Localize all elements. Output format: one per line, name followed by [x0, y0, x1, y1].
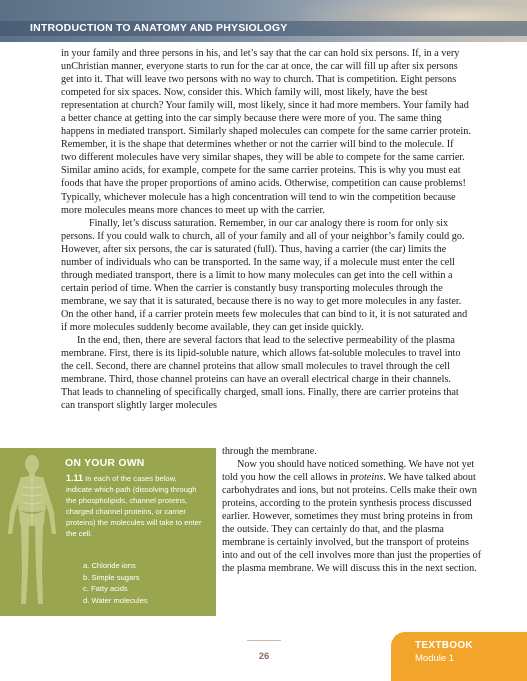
tab-title: TEXTBOOK [415, 640, 473, 651]
paragraph-proteins-start: Now you should have noticed something. We have not yet told you how the cell allows in [222, 459, 475, 484]
emphasis-proteins: proteins [350, 472, 384, 484]
footer-divider [247, 640, 281, 641]
paragraph-permeability: In the end, then, there are several factors that lead to the selective permeability of the plasma membrane. First, there is its lipid-soluble nature, which allows fat-soluble molecules to travel into the cell. Second, there are channel proteins that allow small molecules to travel through the cell membrane. Third, those channel proteins can have an overall electrical charge in their channels. That leads to channeling of specifically charged, small ions. Finally, there are carrier proteins that can transport slightly larger molecules [61, 335, 461, 412]
body-text [61, 47, 471, 412]
option-a: a. Chloride ions [83, 561, 136, 570]
option-c: c. Fatty acids [83, 584, 128, 593]
sidebar-question [66, 473, 202, 539]
page-number: 26 [258, 651, 270, 662]
paragraph-saturation: Finally, let’s discuss saturation. Remember, in our car analogy there is room for only six persons. If you could walk to church, all of your family and all of your neighbor’s family could go. However, after six persons, the car is saturated (full). Thus, having a carrier (the car) limits the number of individuals who can be transported. In the same way, if a molecule must enter the cell through mediated transport, there is a limit to how many molecules can get into the cell within a certain period of time. When the carrier is constantly busy transporting molecules through the membrane, we say that it is saturated, because there is no way to get more molecules in any faster. On the other hand, if a carrier protein meets few molecules that can bind to it, it is not saturated and if more molecules suddenly become available, they can get inside quickly. [61, 217, 468, 333]
paragraph-proteins [222, 458, 484, 575]
sidebar-heading: ON YOUR OWN [65, 457, 145, 469]
question-number: 1.11 [66, 473, 84, 483]
page-header [0, 0, 527, 42]
paragraph-proteins-end: . We have talked about carbohydrates and ions, but not proteins. Cells make their own proteins, according to the protein synthesis process discussed earlier. However, sometimes they must bring proteins in from the outside. They can certainly do that, and the plasma membrane is certainly involved, but the transport of proteins into and out of the cell involves more than just the properties of the plasma membrane. We will discuss this in the next section. [222, 472, 482, 575]
question-text: In each of the cases below, indicate which path (dissolving through the phospholipids, channel proteins, charged channel proteins, or carrier proteins) the molecules will take to enter the cell. [66, 474, 202, 538]
on-your-own-box [0, 448, 216, 616]
header-title: INTRODUCTION TO ANATOMY AND PHYSIOLOGY [30, 22, 288, 34]
paragraph-competition: in your family and three persons in his, and let’s say that the car can hold six persons. If, in a very unChristian manner, everyone starts to run for the car at once, the car will fill up after six persons get into it. That will leave two persons with no way to church. That is competition. Eight persons competed for six spaces. Now, consider this. Which family will, most likely, have the best representation at church? Your family will, most likely, since it had more members. Your family had a better chance at getting into the car simply because there were more of you. The same thing happens in mediated transport. Similarly shaped molecules can compete for the same carrier protein. Remember, it is the shape that determines whether or not the carrier will bind to the molecule. If two different molecules have very similar shapes, they will be able to compete for the same carrier. Similar amino acids, for example, compete for the same carrier proteins. This is why you must eat foods that have the proper proportions of amino acids. Otherwise, competition can cause problems! Typically, whichever molecule has a high concentration will tend to win the competition because more molecules means more chances to meet up with the carrier. [61, 48, 471, 216]
tab-subtitle: Module 1 [415, 653, 455, 664]
textbook-module-tab [391, 632, 527, 681]
paragraph-continuation: through the membrane. [222, 446, 317, 457]
answer-options [83, 560, 148, 606]
right-column-text [222, 445, 484, 575]
human-anatomy-figure [2, 452, 62, 614]
option-b: b. Simple sugars [83, 572, 140, 582]
option-d: d. Water molecules [83, 595, 148, 605]
